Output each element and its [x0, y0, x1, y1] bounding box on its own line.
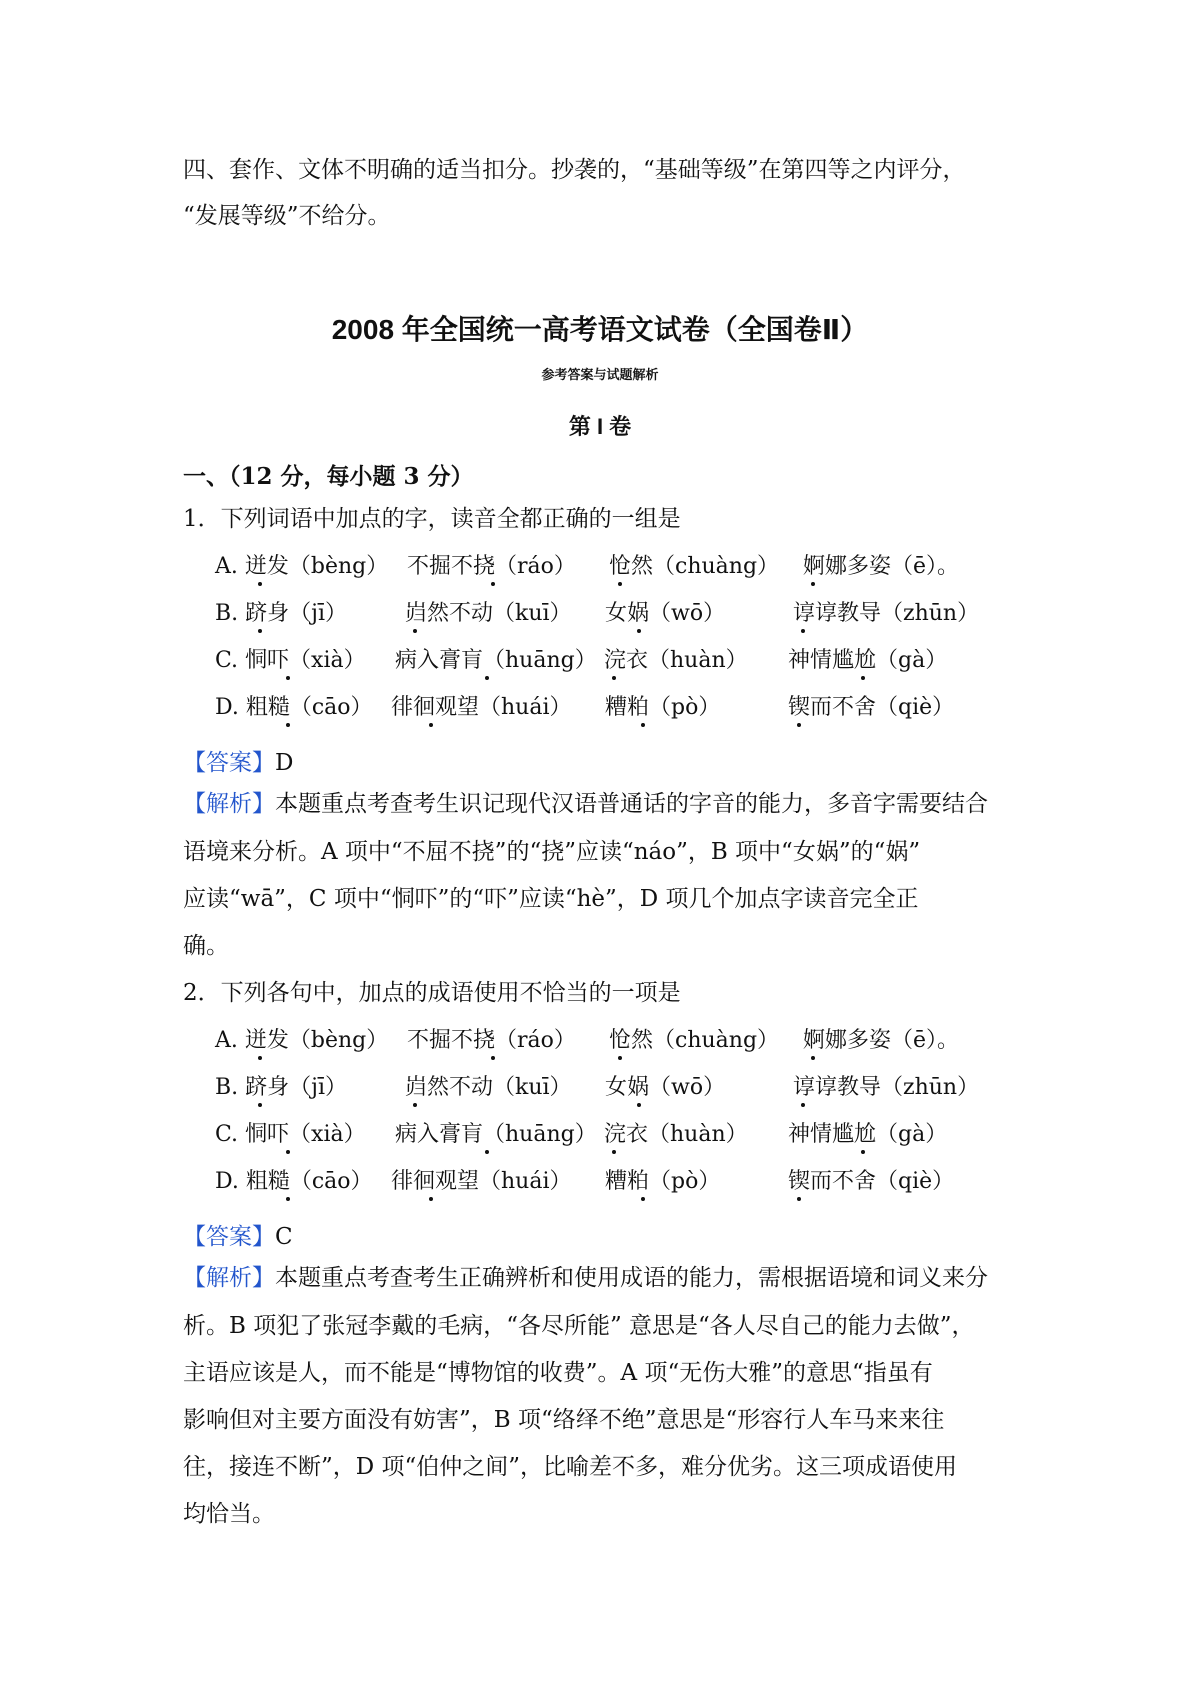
analysis-line: 语境来分析。A 项中“不屈不挠”的“挠”应读“náo”，B 项中“女娲”的“娲”	[183, 839, 921, 865]
answer-line	[183, 744, 293, 777]
answer-value: C	[275, 1224, 293, 1250]
emphasis-dot	[286, 676, 290, 680]
option-item: 病入膏肓（huāng）	[395, 648, 597, 673]
answer-line	[183, 1218, 293, 1251]
option-item: 岿然不动（kuī）	[405, 1075, 572, 1100]
emphasis-dot	[429, 723, 433, 727]
analysis-line: 均恰当。	[183, 1501, 275, 1527]
option-item: 谆谆教导（zhūn）	[793, 601, 980, 626]
analysis-line	[183, 1264, 988, 1292]
rules-line: 四、套作、文体不明确的适当扣分。抄袭的，“基础等级”在第四等之内评分，	[183, 157, 966, 183]
emphasis-dot	[413, 629, 417, 633]
emphasis-dot	[258, 582, 262, 586]
emphasis-dot	[413, 1103, 417, 1107]
option-item: 糟粕（pò）	[605, 695, 721, 720]
analysis-text: 本题重点考查考生识记现代汉语普通话的字音的能力，多音字需要结合	[275, 791, 988, 817]
emphasis-dot	[491, 1056, 495, 1060]
analysis-line: 确。	[183, 933, 229, 959]
emphasis-dot	[286, 1197, 290, 1201]
rules-line: “发展等级”不给分。	[183, 203, 391, 229]
analysis-line	[183, 790, 988, 818]
emphasis-dot	[637, 629, 641, 633]
emphasis-dot	[258, 1056, 262, 1060]
emphasis-dot	[861, 1150, 865, 1154]
analysis-line: 影响但对主要方面没有妨害”，B 项“络绎不绝”意思是“形容行人车马来来往	[183, 1407, 945, 1433]
analysis-label: 【解析】	[183, 791, 275, 817]
answer-value: D	[275, 750, 294, 776]
option-item: 不掘不挠（ráo）	[407, 554, 576, 579]
option-item: B. 跻身（jī）	[215, 601, 348, 626]
option-item: D. 粗糙（cāo）	[215, 1169, 373, 1194]
emphasis-dot	[811, 582, 815, 586]
option-item: D. 粗糙（cāo）	[215, 695, 373, 720]
emphasis-dot	[491, 582, 495, 586]
emphasis-dot	[286, 723, 290, 727]
question-stem: 2．下列各句中，加点的成语使用不恰当的一项是	[183, 980, 681, 1006]
exam-subtitle: 参考答案与试题解析	[541, 367, 659, 382]
emphasis-dot	[258, 1103, 262, 1107]
option-item: 病入膏肓（huāng）	[395, 1122, 597, 1147]
emphasis-dot	[861, 676, 865, 680]
analysis-line: 主语应该是人，而不能是“博物馆的收费”。A 项“无伤大雅”的意思“指虽有	[183, 1360, 933, 1386]
answer-label: 【答案】	[183, 1224, 275, 1250]
option-item: C. 恫吓（xià）	[215, 648, 366, 673]
option-item: 不掘不挠（ráo）	[407, 1028, 576, 1053]
option-item: 锲而不舍（qiè）	[788, 695, 955, 720]
emphasis-dot	[801, 629, 805, 633]
option-item: 糟粕（pò）	[605, 1169, 721, 1194]
option-item: 神情尴尬（gà）	[788, 1122, 948, 1147]
exam-title: 2008 年全国统一高考语文试卷（全国卷Ⅱ）	[331, 314, 869, 345]
option-item: 徘徊观望（huái）	[391, 1169, 572, 1194]
option-item: 岿然不动（kuī）	[405, 601, 572, 626]
option-item: 浣衣（huàn）	[604, 1122, 748, 1147]
option-item: 女娲（wō）	[605, 1075, 726, 1100]
option-item: 锲而不舍（qiè）	[788, 1169, 955, 1194]
emphasis-dot	[797, 723, 801, 727]
option-item: 神情尴尬（gà）	[788, 648, 948, 673]
emphasis-dot	[797, 1197, 801, 1201]
emphasis-dot	[618, 582, 622, 586]
emphasis-dot	[637, 1103, 641, 1107]
option-item: C. 恫吓（xià）	[215, 1122, 366, 1147]
option-item: 怆然（chuàng）	[609, 1028, 780, 1053]
analysis-text: 本题重点考查考生正确辨析和使用成语的能力，需根据语境和词义来分	[275, 1265, 988, 1291]
emphasis-dot	[811, 1056, 815, 1060]
emphasis-dot	[612, 1150, 616, 1154]
emphasis-dot	[618, 1056, 622, 1060]
emphasis-dot	[485, 1150, 489, 1154]
option-item: 怆然（chuàng）	[609, 554, 780, 579]
option-item: 浣衣（huàn）	[604, 648, 748, 673]
emphasis-dot	[429, 1197, 433, 1201]
emphasis-dot	[258, 629, 262, 633]
option-item: 谆谆教导（zhūn）	[793, 1075, 980, 1100]
emphasis-dot	[286, 1150, 290, 1154]
volume-heading: 第 I 卷	[568, 414, 632, 439]
question-stem: 1．下列词语中加点的字，读音全都正确的一组是	[183, 506, 681, 532]
emphasis-dot	[801, 1103, 805, 1107]
option-item: 女娲（wō）	[605, 601, 726, 626]
option-item: 婀娜多姿（ē）。	[803, 554, 960, 579]
option-item: 徘徊观望（huái）	[391, 695, 572, 720]
analysis-label: 【解析】	[183, 1265, 275, 1291]
emphasis-dot	[485, 676, 489, 680]
option-item: B. 跻身（jī）	[215, 1075, 348, 1100]
analysis-line: 析。B 项犯了张冠李戴的毛病，“各尽所能” 意思是“各人尽自己的能力去做”，	[183, 1313, 975, 1339]
emphasis-dot	[641, 723, 645, 727]
option-item: A. 迸发（bèng）	[215, 554, 389, 579]
option-item: 婀娜多姿（ē）。	[803, 1028, 960, 1053]
option-item: A. 迸发（bèng）	[215, 1028, 389, 1053]
emphasis-dot	[612, 676, 616, 680]
analysis-line: 往，接连不断”，D 项“伯仲之间”，比喻差不多，难分优劣。这三项成语使用	[183, 1454, 958, 1480]
emphasis-dot	[641, 1197, 645, 1201]
section-heading: 一、（12 分，每小题 3 分）	[183, 463, 474, 490]
analysis-line: 应读“wā”，C 项中“恫吓”的“吓”应读“hè”，D 项几个加点字读音完全正	[183, 886, 919, 912]
answer-label: 【答案】	[183, 750, 275, 776]
